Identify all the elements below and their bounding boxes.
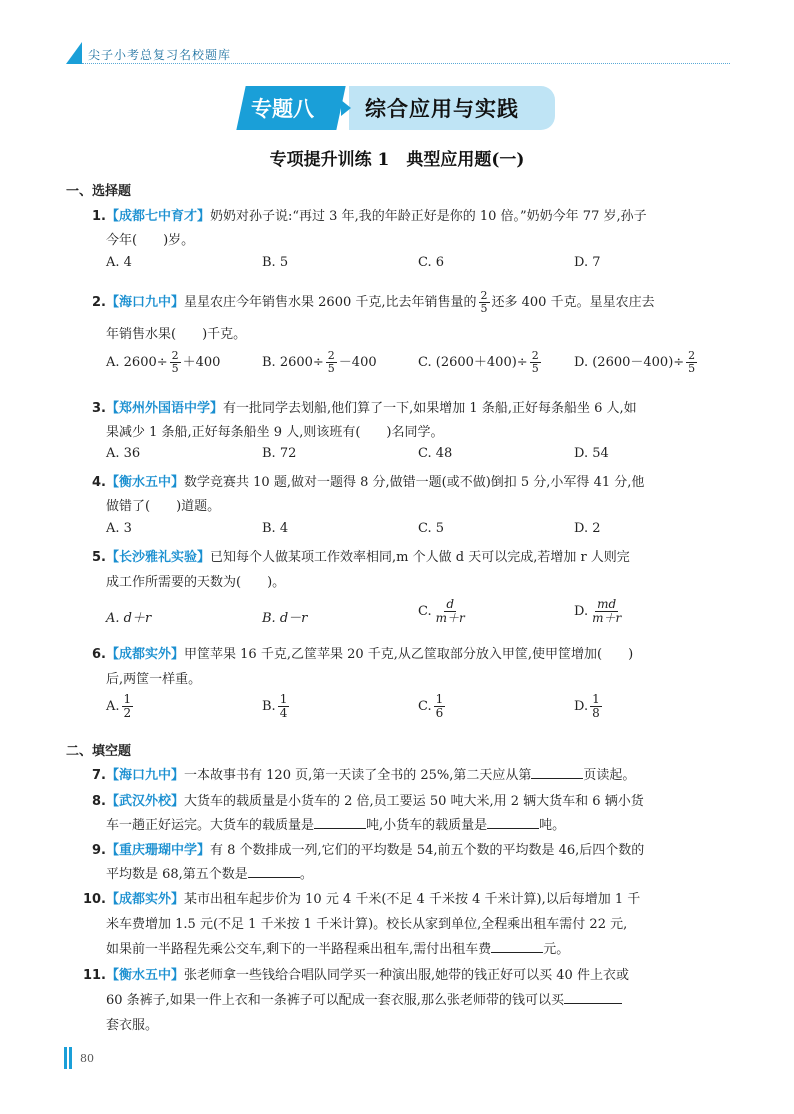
q2-option-c-text: C. (2600＋400)÷ xyxy=(418,355,528,371)
q5-option-c xyxy=(418,598,469,625)
q5-option-a: A. d＋r xyxy=(106,611,152,626)
q11-line3: 套衣服。 xyxy=(106,1018,159,1033)
q4-option-b: B. 4 xyxy=(262,521,289,536)
q6-option-a-label: A. xyxy=(106,699,120,715)
q8-line1 xyxy=(92,790,644,809)
q5-option-d-label: D. xyxy=(574,604,589,620)
q7-line1 xyxy=(92,764,636,783)
q2-text1a: 星星农庄今年销售水果 2600 千克,比去年销售量的 xyxy=(184,295,477,311)
q3-option-d: D. 54 xyxy=(574,446,609,461)
q6-option-b xyxy=(262,693,291,720)
q5-option-c-label: C. xyxy=(418,604,432,620)
q10-line2: 米车费增加 1.5 元(不足 1 千米按 1 千米计算)。校长从家到单位,全程乘出租车需付 22 元, xyxy=(106,917,628,932)
q8-answer-blank-big[interactable] xyxy=(314,816,366,829)
q2-line1 xyxy=(92,289,655,316)
q6-option-c-label: C. xyxy=(418,699,432,715)
q1-text1: 奶奶对孙子说:“再过 3 年,我的年龄正好是你的 10 倍。”奶奶今年 77 岁,孙子 xyxy=(210,209,647,224)
q2-option-a-tail: ＋400 xyxy=(182,355,221,371)
q2-option-a-num: 2 xyxy=(171,349,179,362)
q2-option-b-num: 2 xyxy=(327,349,335,362)
q5-option-d-frac xyxy=(590,598,623,625)
q4-line1 xyxy=(92,471,645,490)
q6-option-d xyxy=(574,693,604,720)
q6-line2: 后,两筐一样重。 xyxy=(106,672,202,687)
q1-source: 【成都七中育才】 xyxy=(106,209,211,224)
q2-option-b-den: 5 xyxy=(327,362,335,376)
q3-option-b: B. 72 xyxy=(262,446,297,461)
q2-number: 2. xyxy=(92,295,106,311)
topic-banner xyxy=(241,86,555,130)
q10-source: 【成都实外】 xyxy=(106,892,185,907)
page-marker-bar xyxy=(69,1047,72,1069)
q6-option-b-den: 4 xyxy=(279,706,288,721)
q8-text2b: 吨,小货车的载质量是 xyxy=(366,818,488,833)
q11-line2 xyxy=(106,989,622,1008)
q5-line1 xyxy=(92,546,630,565)
q9-source: 【重庆珊瑚中学】 xyxy=(106,843,211,858)
q3-line2: 果减少 1 条船,正好每条船坐 9 人,则该班有( )名同学。 xyxy=(106,425,444,440)
q4-option-d: D. 2 xyxy=(574,521,601,536)
q2-frac-num: 2 xyxy=(480,289,488,302)
q6-option-c-num: 1 xyxy=(435,692,444,706)
q4-option-c: C. 5 xyxy=(418,521,445,536)
q6-option-b-label: B. xyxy=(262,699,276,715)
q2-option-c-num: 2 xyxy=(531,349,539,362)
header-triangle xyxy=(66,42,82,64)
q2-option-b-frac xyxy=(326,350,337,375)
q5-option-b: B. d－r xyxy=(262,611,308,626)
q11-text2a: 60 条裤子,如果一件上衣和一条裤子可以配成一套衣服,那么张老师带的钱可以买 xyxy=(106,993,564,1008)
q9-text2b: 。 xyxy=(299,867,313,882)
q9-line2 xyxy=(106,863,313,882)
q6-line1 xyxy=(92,643,634,662)
q2-fraction xyxy=(479,290,490,315)
q8-line2 xyxy=(106,814,565,833)
series-title: 尖子小考总复习名校题库 xyxy=(88,48,232,62)
q6-option-d-frac xyxy=(590,693,602,720)
q3-source: 【郑州外国语中学】 xyxy=(106,401,224,416)
q8-answer-blank-small[interactable] xyxy=(487,816,539,829)
q10-text3a: 如果前一半路程先乘公交车,剩下的一半路程乘出租车,需付出租车费 xyxy=(106,942,492,957)
q6-number: 6. xyxy=(92,647,106,662)
q5-number: 5. xyxy=(92,550,106,565)
q5-option-c-num: d xyxy=(446,597,455,611)
q3-option-c: C. 48 xyxy=(418,446,453,461)
q5-line2: 成工作所需要的天数为( )。 xyxy=(106,575,286,590)
q5-text1: 已知每个人做某项工作效率相同,m 个人做 d 天可以完成,若增加 r 人则完 xyxy=(210,550,630,565)
banner-arrow-icon xyxy=(341,100,351,116)
q2-source: 【海口九中】 xyxy=(106,295,185,311)
q7-number: 7. xyxy=(92,768,106,783)
q4-text1: 数学竞赛共 10 题,做对一题得 8 分,做错一题(或不做)倒扣 5 分,小军得 41 分,他 xyxy=(184,475,645,490)
q5-option-d-den: m＋r xyxy=(592,611,622,626)
q7-source: 【海口九中】 xyxy=(106,768,185,783)
q1-number: 1. xyxy=(92,209,106,224)
q1-option-b: B. 5 xyxy=(262,255,289,270)
q1-option-c: C. 6 xyxy=(418,255,445,270)
q4-number: 4. xyxy=(92,475,106,490)
q2-option-d-frac xyxy=(686,350,697,375)
q2-option-b-text: B. 2600÷ xyxy=(262,355,324,371)
q6-option-c-frac xyxy=(434,693,446,720)
banner-topic-number: 专题八 xyxy=(251,97,314,121)
q6-option-a-num: 1 xyxy=(123,692,132,706)
q5-option-c-den: m＋r xyxy=(435,611,465,626)
q2-option-c-frac xyxy=(530,350,541,375)
q2-text1b: 还多 400 千克。星星农庄去 xyxy=(491,295,655,311)
q5-source: 【长沙雅礼实验】 xyxy=(106,550,211,565)
q2-option-a-frac xyxy=(170,350,181,375)
q5-option-c-frac xyxy=(434,598,467,625)
q3-line1 xyxy=(92,397,637,416)
q6-option-d-den: 8 xyxy=(592,706,600,721)
q9-number: 9. xyxy=(92,843,106,858)
header-divider xyxy=(82,63,730,64)
q2-option-c-den: 5 xyxy=(531,362,539,376)
q8-text1: 大货车的载质量是小货车的 2 倍,员工要运 50 吨大米,用 2 辆大货车和 6 辆小货 xyxy=(184,794,644,809)
q2-option-d-den: 5 xyxy=(688,362,696,376)
q2-frac-den: 5 xyxy=(480,302,488,316)
q3-text1: 有一批同学去划船,他们算了一下,如果增加 1 条船,正好每条船坐 6 人,如 xyxy=(223,401,637,416)
q2-option-d xyxy=(574,350,699,375)
q8-text2a: 车一趟正好运完。大货车的载质量是 xyxy=(106,818,315,833)
q4-source: 【衡水五中】 xyxy=(106,475,185,490)
q6-option-b-frac xyxy=(278,693,290,720)
q2-line2: 年销售水果( )千克。 xyxy=(106,327,247,342)
q3-number: 3. xyxy=(92,401,106,416)
q1-line2: 今年( )岁。 xyxy=(106,233,195,248)
q5-option-d-num: md xyxy=(597,597,617,611)
q6-option-a-den: 2 xyxy=(123,706,132,721)
q9-line1 xyxy=(92,839,645,858)
q9-answer-blank[interactable] xyxy=(248,865,300,878)
q6-source: 【成都实外】 xyxy=(106,647,185,662)
q10-text1: 某市出租车起步价为 10 元 4 千米(不足 4 千米按 4 千米计算),以后每增加 1 千 xyxy=(184,892,641,907)
q4-line2: 做错了( )道题。 xyxy=(106,499,221,514)
q6-option-d-num: 1 xyxy=(592,692,600,706)
q6-option-d-label: D. xyxy=(574,699,589,715)
page-subtitle: 专项提升训练 1 典型应用题(一) xyxy=(269,150,525,170)
q9-text2a: 平均数是 68,第五个数是 xyxy=(106,867,248,882)
q10-line1 xyxy=(82,888,641,907)
q11-source: 【衡水五中】 xyxy=(106,968,185,983)
q7-answer-blank[interactable] xyxy=(531,766,583,779)
q10-answer-blank[interactable] xyxy=(491,940,543,953)
q6-option-a-frac xyxy=(122,693,134,720)
q2-option-b xyxy=(262,350,377,375)
section-choice-heading: 一、选择题 xyxy=(66,184,132,199)
q8-source: 【武汉外校】 xyxy=(106,794,185,809)
q10-number: 10. xyxy=(82,892,106,907)
section-fill-heading: 二、填空题 xyxy=(66,744,132,759)
q11-line1 xyxy=(82,964,629,983)
q3-option-a: A. 36 xyxy=(106,446,141,461)
q2-option-a-text: A. 2600÷ xyxy=(106,355,168,371)
q6-text1: 甲筐苹果 16 千克,乙筐苹果 20 千克,从乙筐取部分放入甲筐,使甲筐增加( ) xyxy=(184,647,634,662)
q8-number: 8. xyxy=(92,794,106,809)
q2-option-d-text: D. (2600－400)÷ xyxy=(574,355,685,371)
banner-topic-title: 综合应用与实践 xyxy=(365,97,519,121)
page-marker-bar xyxy=(64,1047,67,1069)
q8-text2c: 吨。 xyxy=(539,818,566,833)
q6-option-c-den: 6 xyxy=(435,706,444,721)
q7-text1b: 页读起。 xyxy=(583,768,636,783)
q1-option-d: D. 7 xyxy=(574,255,601,270)
q7-text1a: 一本故事书有 120 页,第一天读了全书的 25%,第二天应从第 xyxy=(184,768,532,783)
q10-text3b: 元。 xyxy=(543,942,570,957)
q1-option-a: A. 4 xyxy=(106,255,132,270)
q6-option-c xyxy=(418,693,447,720)
q9-text1: 有 8 个数排成一列,它们的平均数是 54,前五个数的平均数是 46,后四个数的 xyxy=(210,843,645,858)
q4-option-a: A. 3 xyxy=(106,521,132,536)
q11-answer-blank[interactable] xyxy=(564,991,622,1004)
q2-option-a-den: 5 xyxy=(171,362,179,376)
page-number: 80 xyxy=(80,1052,94,1065)
q2-option-b-tail: －400 xyxy=(338,355,377,371)
q2-option-d-num: 2 xyxy=(688,349,696,362)
q6-option-b-num: 1 xyxy=(279,692,288,706)
q6-option-a xyxy=(106,693,135,720)
q11-number: 11. xyxy=(82,968,106,983)
q2-option-a xyxy=(106,350,220,375)
q11-text1: 张老师拿一些钱给合唱队同学买一种演出服,她带的钱正好可以买 40 件上衣或 xyxy=(184,968,629,983)
q5-option-d xyxy=(574,598,625,625)
q1-line1 xyxy=(92,205,647,224)
q2-option-c xyxy=(418,350,543,375)
q10-line3 xyxy=(106,938,569,957)
